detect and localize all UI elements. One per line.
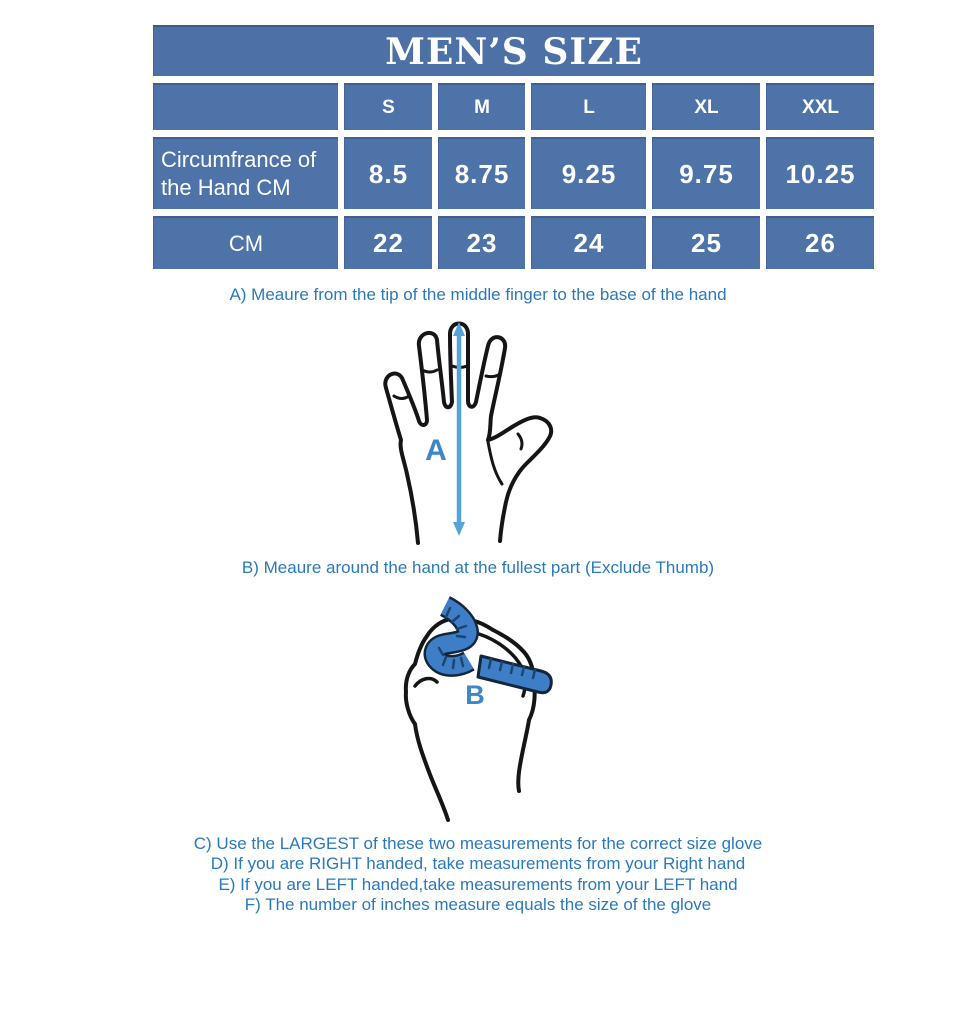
instruction-c: C) Use the LARGEST of these two measurements for the correct size glove — [193, 834, 763, 853]
row-label-cm: CM — [153, 216, 338, 269]
instruction-a: A) Meaure from the tip of the middle finger to the base of the hand — [229, 285, 727, 304]
figure-b-label: B — [465, 680, 485, 710]
cm-value-s: 22 — [344, 216, 432, 269]
cm-value-l: 24 — [531, 216, 646, 269]
circumference-value-xxl: 10.25 — [766, 137, 874, 209]
size-header-xl: XL — [652, 83, 760, 130]
size-header-l: L — [531, 83, 646, 130]
figure-a-label: A — [425, 434, 447, 467]
instruction-b: B) Meaure around the hand at the fullest part (Exclude Thumb) — [241, 558, 715, 577]
size-header-blank-cell — [153, 83, 338, 130]
cm-value-xxl: 26 — [766, 216, 874, 269]
circumference-value-xl: 9.75 — [652, 137, 760, 209]
size-header-xxl: XXL — [766, 83, 874, 130]
circumference-value-l: 9.25 — [531, 137, 646, 209]
instruction-f: F) The number of inches measure equals the size of the glove — [244, 895, 712, 915]
size-header-s: S — [344, 83, 432, 130]
open-hand-figure — [358, 314, 583, 546]
circumference-value-s: 8.5 — [344, 137, 432, 209]
fist-with-tape-figure — [393, 592, 593, 832]
instruction-d: D) If you are RIGHT handed, take measurements from your Right hand — [210, 854, 746, 874]
row-label-circumference: Circumfrance of the Hand CM — [153, 137, 338, 209]
hand-outline — [385, 324, 551, 544]
cm-value-m: 23 — [438, 216, 525, 269]
size-header-m: M — [438, 83, 525, 130]
instruction-e: E) If you are LEFT handed,take measurements from your LEFT hand — [218, 874, 738, 894]
cm-value-xl: 25 — [652, 216, 760, 269]
instructions-c-to-f — [0, 834, 956, 916]
circumference-value-m: 8.75 — [438, 137, 525, 209]
mens-size-table — [153, 25, 874, 269]
table-title: MEN’S SIZE — [153, 25, 874, 76]
